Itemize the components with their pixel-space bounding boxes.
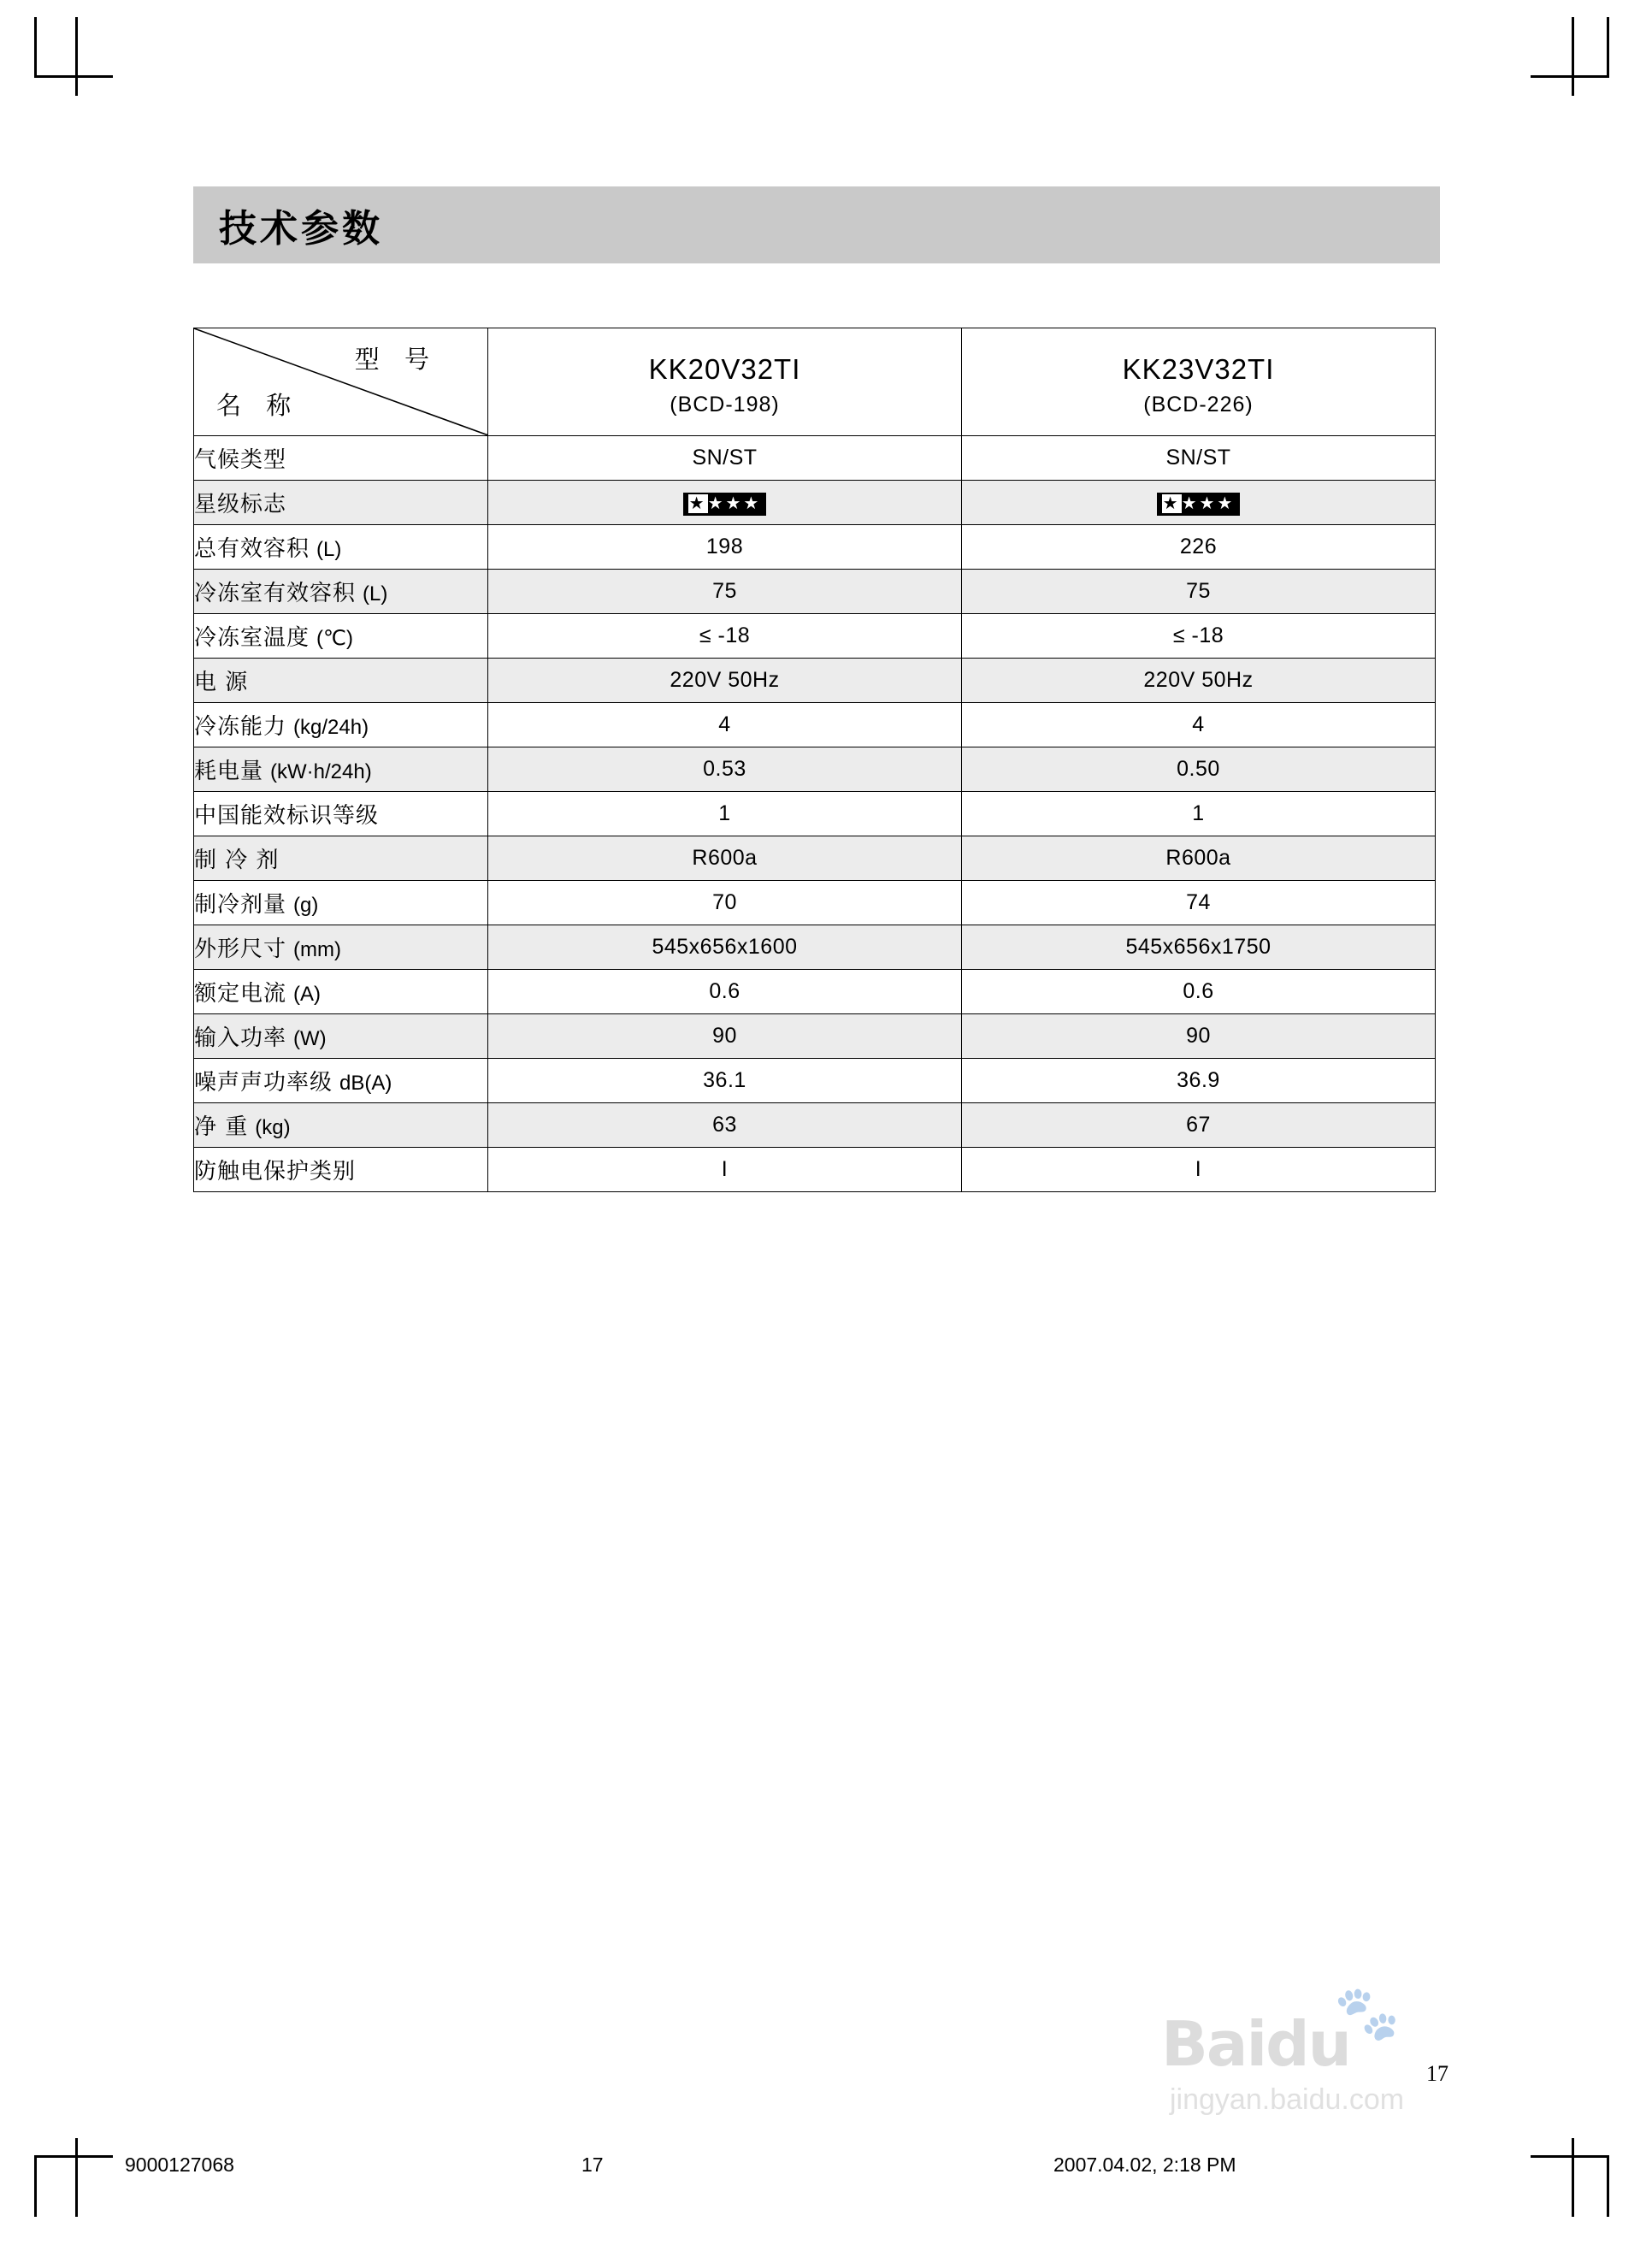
- crop-mark-bottom-left-vertical: [75, 2138, 78, 2217]
- value-text: 74: [1186, 890, 1211, 914]
- row-label: [194, 659, 488, 703]
- row-label: [194, 703, 488, 747]
- model-1-code: KK20V32TI: [648, 353, 801, 386]
- table-row: [194, 836, 1436, 881]
- crop-mark-right-edge: [1607, 17, 1609, 77]
- header-corner-cell: [194, 328, 488, 436]
- row-value-1: [488, 614, 962, 659]
- row-label-text: 气候类型: [194, 447, 287, 473]
- footer-timestamp: 2007.04.02, 2:18 PM: [1053, 2154, 1236, 2176]
- row-label-text: 中国能效标识等级: [194, 803, 380, 829]
- row-value-2: [962, 881, 1436, 925]
- crop-mark-bottom-left-horizontal: [34, 2155, 113, 2158]
- row-label-unit: (A): [293, 983, 322, 1006]
- table-row: [194, 436, 1436, 481]
- table-row: [194, 747, 1436, 792]
- row-label-unit: (g): [293, 894, 319, 917]
- value-text: 1: [718, 801, 731, 825]
- row-label-text: 电 源: [194, 670, 249, 695]
- row-value-2: [962, 1014, 1436, 1059]
- row-label: [194, 1148, 488, 1192]
- header-model-2: [962, 328, 1436, 436]
- value-text: 0.6: [709, 979, 740, 1003]
- row-label-text: 制冷剂量: [194, 892, 287, 918]
- row-label-unit: (kW·h/24h): [270, 760, 372, 783]
- value-text: 4: [1192, 712, 1205, 736]
- row-value-1: [488, 881, 962, 925]
- table-row: [194, 659, 1436, 703]
- value-text: ≤ -18: [699, 623, 751, 647]
- row-label-text: 冷冻能力: [194, 714, 287, 740]
- value-text: 63: [712, 1113, 737, 1137]
- section-heading-bar: [193, 186, 1440, 263]
- row-value-2: [962, 970, 1436, 1014]
- row-value-2: [962, 703, 1436, 747]
- row-value-2: [962, 1148, 1436, 1192]
- table-row: [194, 1103, 1436, 1148]
- row-label: [194, 836, 488, 881]
- value-text: R600a: [692, 846, 758, 870]
- value-text: 36.9: [1177, 1068, 1220, 1092]
- row-label-text: 防触电保护类别: [194, 1159, 357, 1185]
- row-value-1: [488, 481, 962, 525]
- value-text: 75: [1186, 579, 1211, 603]
- value-text: R600a: [1165, 846, 1231, 870]
- value-text: 67: [1186, 1113, 1211, 1137]
- row-value-2: [962, 570, 1436, 614]
- row-label-unit: (kg): [255, 1116, 291, 1139]
- table-row: [194, 925, 1436, 970]
- specifications-table-container: [193, 328, 1435, 1192]
- crop-mark-bottom-left-edge: [34, 2157, 37, 2217]
- row-label-unit: (kg/24h): [293, 716, 369, 739]
- row-label-unit: (℃): [316, 627, 353, 650]
- row-label: [194, 747, 488, 792]
- table-row: [194, 792, 1436, 836]
- row-label-text: 制 冷 剂: [194, 848, 280, 873]
- row-label: [194, 925, 488, 970]
- row-label-unit: (mm): [293, 938, 341, 961]
- table-row: [194, 881, 1436, 925]
- row-value-2: [962, 1103, 1436, 1148]
- value-text: 220V 50Hz: [1143, 668, 1254, 692]
- table-row: [194, 525, 1436, 570]
- row-value-1: [488, 436, 962, 481]
- crop-mark-top-right-horizontal: [1531, 75, 1609, 78]
- value-text: 70: [712, 890, 737, 914]
- table-row: [194, 1059, 1436, 1103]
- crop-mark-top-left-horizontal: [34, 75, 113, 78]
- crop-mark-bottom-right-vertical: [1572, 2138, 1574, 2217]
- value-text: 75: [712, 579, 737, 603]
- row-label: [194, 1103, 488, 1148]
- row-label: [194, 1014, 488, 1059]
- table-row: [194, 970, 1436, 1014]
- table-row: [194, 1148, 1436, 1192]
- value-text: ≤ -18: [1172, 623, 1224, 647]
- row-value-2: [962, 836, 1436, 881]
- row-value-2: [962, 659, 1436, 703]
- value-text: 36.1: [703, 1068, 746, 1092]
- row-value-1: [488, 925, 962, 970]
- value-text: 198: [705, 535, 744, 558]
- row-label: [194, 792, 488, 836]
- table-row: [194, 703, 1436, 747]
- watermark-url: jingyan.baidu.com: [1170, 2083, 1405, 2116]
- row-value-1: [488, 659, 962, 703]
- specifications-table: [193, 328, 1436, 1192]
- value-text: 90: [1186, 1024, 1211, 1048]
- row-label: [194, 1059, 488, 1103]
- page-number: 17: [1426, 2061, 1448, 2086]
- row-value-2: [962, 1059, 1436, 1103]
- value-text: 0.50: [1177, 757, 1220, 781]
- row-value-1: [488, 747, 962, 792]
- row-label-text: 噪声声功率级: [194, 1070, 333, 1096]
- value-text: 0.6: [1183, 979, 1214, 1003]
- value-text: I: [1195, 1157, 1202, 1181]
- watermark: [1153, 1982, 1631, 2145]
- table-row: [194, 1014, 1436, 1059]
- row-value-1: [488, 570, 962, 614]
- model-1-sub: (BCD-198): [670, 392, 780, 417]
- table-row: [194, 481, 1436, 525]
- row-value-1: [488, 1014, 962, 1059]
- row-value-2: [962, 436, 1436, 481]
- value-text: I: [721, 1157, 729, 1181]
- row-value-2: [962, 481, 1436, 525]
- row-value-2: [962, 525, 1436, 570]
- row-label-unit: (L): [363, 582, 388, 606]
- row-value-1: [488, 525, 962, 570]
- crop-mark-top-right-vertical: [1572, 17, 1574, 96]
- row-label: [194, 525, 488, 570]
- crop-mark-bottom-right-horizontal: [1531, 2155, 1609, 2158]
- value-text: 226: [1179, 535, 1218, 558]
- value-text: 220V 50Hz: [670, 668, 780, 692]
- row-label-unit: (L): [316, 538, 342, 561]
- row-value-1: [488, 836, 962, 881]
- row-label-text: 净 重: [194, 1114, 249, 1140]
- row-value-1: [488, 970, 962, 1014]
- row-label-text: 额定电流: [194, 981, 287, 1007]
- footer-page-number: 17: [581, 2154, 604, 2176]
- paw-icon: 🐾: [1334, 1984, 1401, 2043]
- model-2-code: KK23V32TI: [1122, 353, 1275, 386]
- row-label-unit: dB(A): [339, 1072, 392, 1095]
- table-row: [194, 570, 1436, 614]
- value-text: 545x656x1600: [652, 935, 798, 959]
- value-text: 545x656x1750: [1125, 935, 1271, 959]
- row-label: [194, 436, 488, 481]
- row-label-text: 星级标志: [194, 492, 287, 517]
- row-value-2: [962, 925, 1436, 970]
- watermark-brand: Baidu: [1161, 2008, 1350, 2080]
- header-name-label: 名 称: [216, 391, 300, 420]
- row-label: [194, 881, 488, 925]
- row-value-1: [488, 703, 962, 747]
- row-value-2: [962, 792, 1436, 836]
- row-value-1: [488, 792, 962, 836]
- row-label-text: 输入功率: [194, 1025, 287, 1051]
- row-value-1: [488, 1059, 962, 1103]
- table-row: [194, 614, 1436, 659]
- star-rating-badge: ★★★★: [1157, 493, 1241, 516]
- row-label: [194, 614, 488, 659]
- row-label: [194, 481, 488, 525]
- crop-mark-left-edge: [34, 17, 37, 77]
- page-title: 技术参数: [219, 207, 383, 251]
- footer-document-code: 9000127068: [125, 2154, 234, 2176]
- row-label-text: 耗电量: [194, 759, 264, 784]
- header-model-1: [488, 328, 962, 436]
- value-text: SN/ST: [1165, 446, 1231, 470]
- row-label-text: 外形尺寸: [194, 936, 287, 962]
- row-label: [194, 970, 488, 1014]
- row-label-text: 总有效容积: [194, 536, 310, 562]
- value-text: 4: [718, 712, 731, 736]
- crop-mark-top-left-vertical: [75, 17, 78, 96]
- row-value-1: [488, 1148, 962, 1192]
- header-model-label: 型 号: [354, 345, 438, 374]
- value-text: 90: [712, 1024, 737, 1048]
- row-label: [194, 570, 488, 614]
- value-text: 1: [1192, 801, 1205, 825]
- value-text: SN/ST: [692, 446, 758, 470]
- model-2-sub: (BCD-226): [1143, 392, 1254, 417]
- crop-mark-bottom-right-edge: [1607, 2157, 1609, 2217]
- row-value-2: [962, 747, 1436, 792]
- row-value-1: [488, 1103, 962, 1148]
- value-text: 0.53: [703, 757, 746, 781]
- row-label-unit: (W): [293, 1027, 327, 1050]
- table-header-row: [194, 328, 1436, 436]
- row-value-2: [962, 614, 1436, 659]
- row-label-text: 冷冻室温度: [194, 625, 310, 651]
- row-label-text: 冷冻室有效容积: [194, 581, 357, 606]
- star-rating-badge: ★★★★: [683, 493, 767, 516]
